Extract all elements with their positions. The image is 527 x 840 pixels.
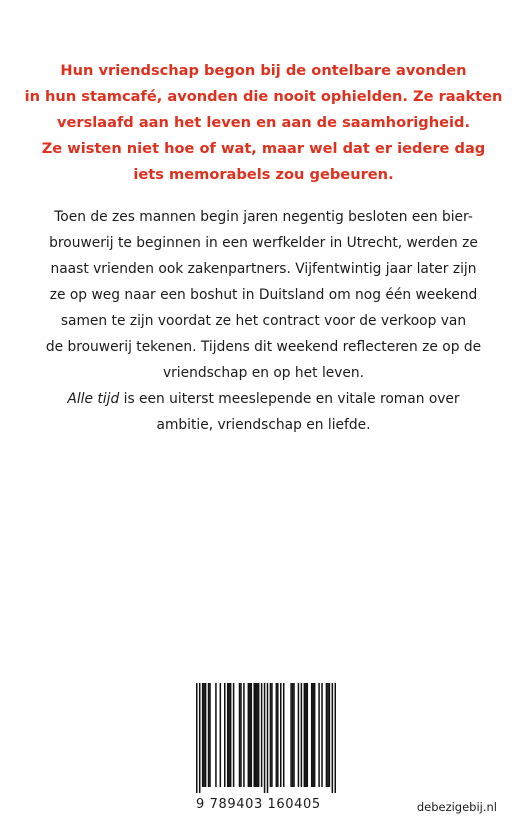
- barcode-bar: [293, 683, 295, 787]
- barcode-bar: [249, 683, 251, 787]
- barcode-bar: [301, 683, 303, 787]
- barcode-bar: [224, 683, 226, 787]
- barcode-bar: [304, 683, 306, 787]
- description-line: naast vrienden ook zakenpartners. Vijfentwintig jaar later zijn: [50, 261, 477, 277]
- description-line: samen te zijn voordat ze het contract voor de verkoop van: [60, 313, 467, 329]
- barcode-bar: [267, 683, 269, 793]
- description-line: ze op weg naar een boshut in Duitsland om nog één weekend: [49, 287, 478, 303]
- barcode: [196, 683, 336, 793]
- barcode-bar: [209, 683, 211, 787]
- barcode-bar: [248, 683, 250, 787]
- description-line: vriendschap en op het leven.: [162, 365, 365, 381]
- barcode-bar: [261, 683, 263, 787]
- barcode-bar: [202, 683, 204, 787]
- barcode-bar: [283, 683, 285, 787]
- barcode-bar: [230, 683, 232, 787]
- barcode-bar: [276, 683, 278, 787]
- barcode-bar: [251, 683, 253, 787]
- barcode-bar: [332, 683, 334, 793]
- barcode-bar: [271, 683, 273, 787]
- barcode-bar: [240, 683, 242, 787]
- barcode-bar: [329, 683, 331, 787]
- barcode-bars: [196, 683, 336, 793]
- barcode-bar: [292, 683, 294, 787]
- barcode-bar: [311, 683, 313, 787]
- barcode-bar: [307, 683, 309, 787]
- barcode-bar: [243, 683, 245, 787]
- isbn-number: 9 789403 160405: [196, 797, 321, 812]
- barcode-bar: [264, 683, 266, 793]
- blurb-line: iets memorabels zou gebeuren.: [133, 166, 394, 183]
- barcode-bar: [298, 683, 300, 787]
- barcode-bar: [256, 683, 258, 787]
- blurb-line: verslaafd aan het leven en aan de saamhorigheid.: [56, 114, 471, 131]
- description-line: brouwerij te beginnen in een werfkelder in Utrecht, werden ze: [49, 235, 478, 251]
- blurb-quote: [0, 58, 527, 188]
- book-title: Alle tijd: [67, 391, 120, 407]
- barcode-bar: [326, 683, 328, 787]
- barcode-bar: [208, 683, 210, 787]
- barcode-bar: [277, 683, 279, 787]
- barcode-bar: [233, 683, 235, 787]
- barcode-bar: [215, 683, 217, 787]
- barcode-bar: [327, 683, 329, 787]
- barcode-bar: [280, 683, 282, 787]
- barcode-bar: [255, 683, 257, 787]
- description-line: Toen de zes mannen begin jaren negentig besloten een bier-: [54, 209, 473, 225]
- barcode-bar: [270, 683, 272, 787]
- barcode-bar: [228, 683, 230, 787]
- barcode-bar: [305, 683, 307, 787]
- summary-text: is een uiterst meeslepende en vitale roman over: [119, 391, 460, 407]
- publisher-website: debezigebij.nl: [416, 800, 497, 814]
- barcode-bar: [239, 683, 241, 787]
- barcode-bar: [312, 683, 314, 787]
- barcode-bar: [258, 683, 260, 787]
- blurb-line: Ze wisten niet hoe of wat, maar wel dat er iedere dag: [41, 140, 486, 157]
- barcode-bar: [290, 683, 292, 787]
- barcode-bar: [314, 683, 316, 787]
- barcode-bar: [321, 683, 323, 787]
- barcode-bar: [220, 683, 222, 787]
- barcode-bar: [335, 683, 336, 793]
- blurb-line: in hun stamcafé, avonden die nooit ophielden. Ze raakten: [24, 88, 503, 105]
- description-paragraph: [0, 204, 527, 386]
- barcode-bar: [199, 683, 201, 793]
- summary-line: ambitie, vriendschap en liefde.: [156, 417, 371, 433]
- description-line: de brouwerij tekenen. Tijdens dit weekend reflecteren ze op de: [45, 339, 482, 355]
- barcode-bar: [318, 683, 320, 787]
- barcode-bar: [205, 683, 207, 787]
- summary-line: [0, 386, 527, 412]
- blurb-line: Hun vriendschap begon bij de ontelbare avonden: [60, 62, 467, 79]
- barcode-bar: [203, 683, 205, 787]
- barcode-bar: [227, 683, 229, 787]
- summary-paragraph: [0, 386, 527, 438]
- barcode-bar: [196, 683, 198, 793]
- barcode-bar: [253, 683, 255, 787]
